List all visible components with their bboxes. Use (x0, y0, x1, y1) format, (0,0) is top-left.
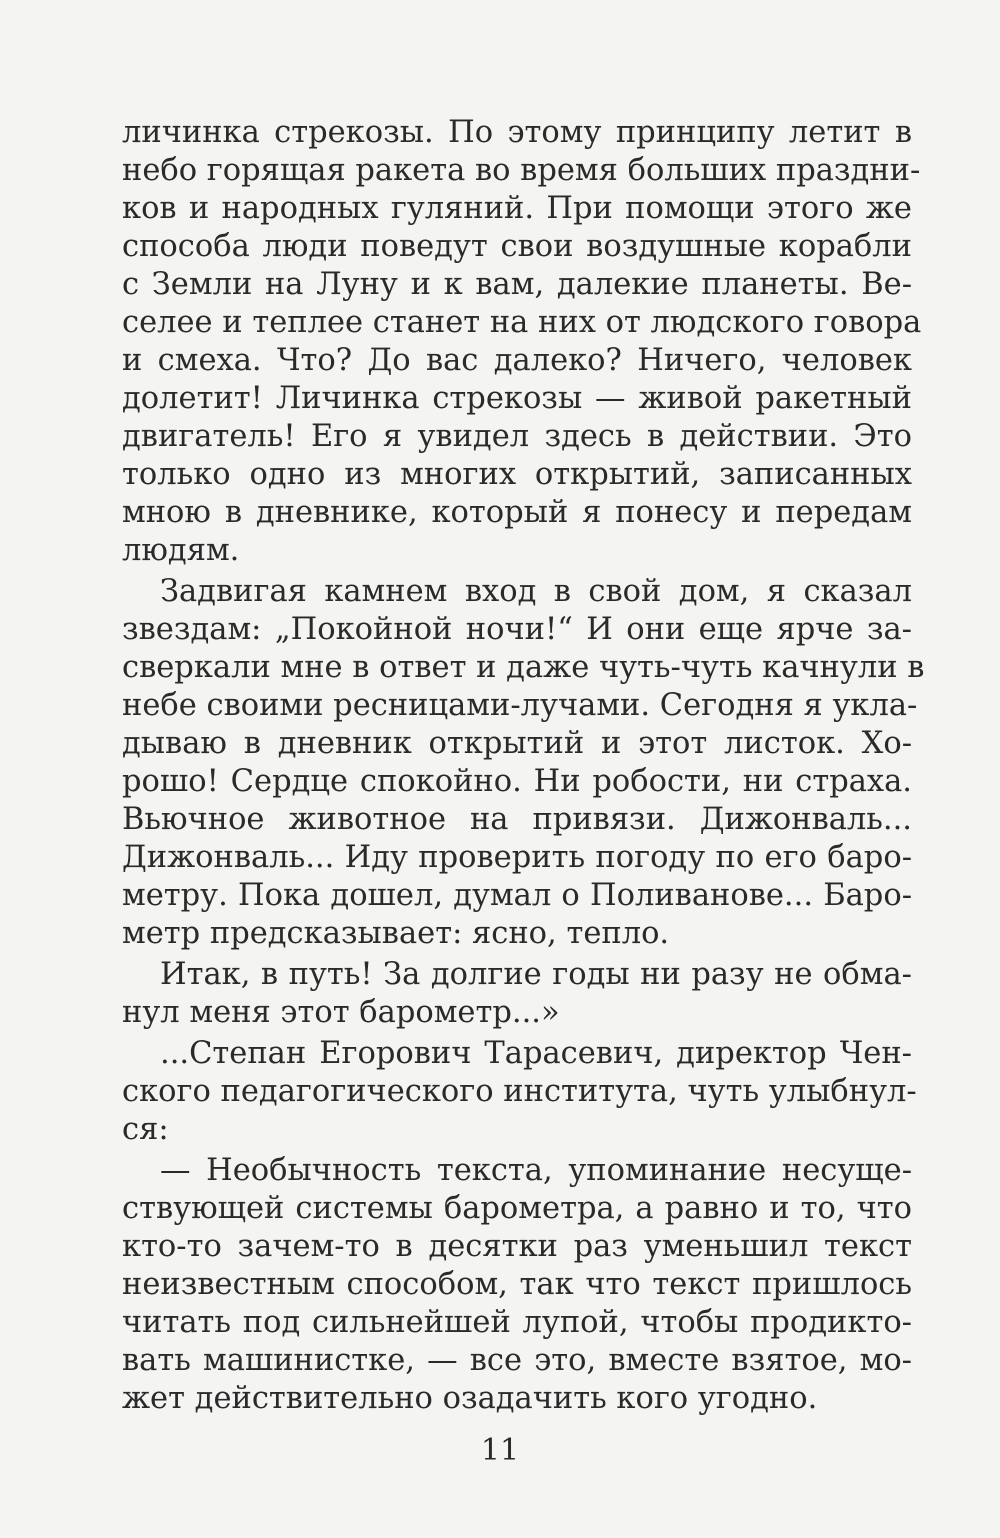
text-line: кто-то зачем-то в десятки раз уменьшил текст (122, 1229, 912, 1264)
text-line: неизвестным способом, так что текст пришлось (122, 1267, 912, 1302)
text-line: ствующей системы барометра, а равно и то, что (122, 1191, 912, 1226)
page-number: 11 (480, 1433, 520, 1468)
text-line: вать машинистке, — все это, вместе взятое, мо- (122, 1343, 912, 1378)
text-line: ков и народных гуляний. При помощи этого же (122, 191, 912, 226)
text-line: звездам: „Покойной ночи!“ И они еще ярче за- (122, 612, 912, 647)
text-line: жет действительно озадачить кого угодно. (122, 1381, 818, 1416)
text-line: небо горящая ракета во время больших праздни- (122, 153, 921, 188)
text-line: рошо! Сердце спокойно. Ни робости, ни страха. (122, 764, 912, 799)
text-line: сверкали мне в ответ и даже чуть-чуть качнули в (122, 650, 925, 685)
text-line: способа люди поведут свои воздушные корабли (122, 229, 912, 264)
paragraph-first-line: Итак, в путь! За долгие годы ни разу не обма- (160, 957, 912, 992)
text-line: Дижонваль... Иду проверить погоду по его баро- (122, 840, 912, 875)
text-line: и смеха. Что? До вас далеко? Ничего, человек (122, 343, 912, 378)
text-line: ся: (122, 1112, 169, 1147)
text-line: небе своими ресницами-лучами. Сегодня я укла- (122, 688, 918, 723)
text-line: ского педагогического института, чуть улыбнул- (122, 1074, 917, 1109)
text-line: метр предсказывает: ясно, тепло. (122, 916, 670, 951)
text-line: людям. (122, 533, 240, 568)
paragraph-first-line: — Необычность текста, упоминание несуще- (160, 1153, 912, 1188)
paragraph-first-line: Задвигая камнем вход в свой дом, я сказал (160, 574, 912, 609)
text-line: с Земли на Луну и к вам, далекие планеты. Ве- (122, 267, 912, 302)
text-line: селее и теплее станет на них от людского говора (122, 305, 922, 340)
text-line: только одно из многих открытий, записанных (122, 457, 912, 492)
text-line: дываю в дневник открытий и этот листок. Хо- (122, 726, 912, 761)
paragraph-first-line: ...Степан Егорович Тарасевич, директор Чен- (160, 1036, 912, 1071)
text-line: мною в дневнике, который я понесу и передам (122, 495, 912, 530)
text-line: нул меня этот барометр...» (122, 995, 560, 1030)
text-line: долетит! Личинка стрекозы — живой ракетный (122, 381, 912, 416)
text-line: личинка стрекозы. По этому принципу летит в (122, 115, 912, 150)
text-line: Вьючное животное на привязи. Дижонваль... (122, 802, 912, 837)
text-line: двигатель! Его я увидел здесь в действии. Это (122, 419, 912, 454)
text-line: метру. Пока дошел, думал о Поливанове... Баро- (122, 878, 912, 913)
text-line: читать под сильнейшей лупой, чтобы продикто- (122, 1305, 912, 1340)
